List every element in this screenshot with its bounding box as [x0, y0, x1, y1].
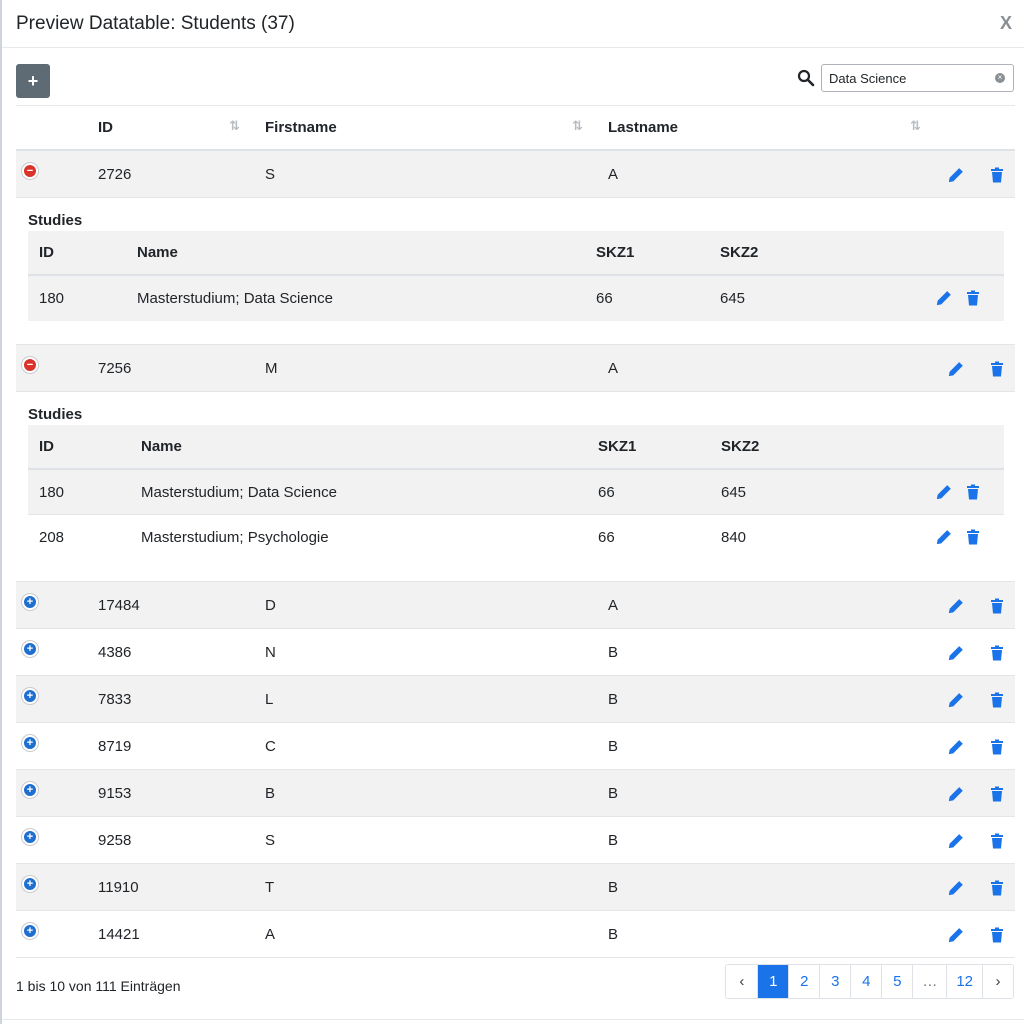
studies-header — [28, 425, 1004, 470]
cell-lastname: B — [608, 926, 619, 943]
studies-header — [28, 231, 1004, 276]
row-detail-studies — [16, 392, 1015, 582]
next-page-button[interactable]: › — [982, 965, 1013, 998]
sort-firstname-icon[interactable]: ⇅ — [572, 118, 581, 133]
study-skz2: 840 — [721, 529, 747, 546]
studies-title: Studies — [28, 212, 83, 229]
table-row[interactable] — [16, 911, 1015, 958]
studies-row[interactable] — [28, 276, 1004, 321]
delete-trash-icon[interactable] — [989, 692, 1005, 708]
cell-firstname: M — [265, 360, 278, 377]
students-table — [16, 105, 1015, 958]
studies-row[interactable] — [28, 470, 1004, 515]
edit-pencil-icon[interactable] — [948, 361, 964, 377]
search-box — [797, 64, 1014, 92]
table-header — [16, 106, 1015, 151]
delete-trash-icon[interactable] — [989, 645, 1005, 661]
edit-pencil-icon[interactable] — [948, 880, 964, 896]
studies-header-skz2: SKZ2 — [720, 244, 759, 261]
cell-lastname: B — [608, 738, 619, 755]
modal-header — [2, 0, 1024, 48]
delete-trash-icon[interactable] — [989, 361, 1005, 377]
cell-firstname: D — [265, 597, 276, 614]
cell-firstname: A — [265, 926, 276, 943]
edit-pencil-icon[interactable] — [948, 167, 964, 183]
expand-row-icon[interactable]: + — [22, 782, 38, 798]
edit-pencil-icon[interactable] — [948, 692, 964, 708]
study-skz1: 66 — [598, 529, 615, 546]
cell-lastname: B — [608, 832, 619, 849]
column-header-firstname[interactable]: Firstname — [265, 119, 337, 136]
expand-row-icon[interactable]: + — [22, 594, 38, 610]
edit-pencil-icon[interactable] — [936, 529, 952, 545]
studies-title: Studies — [28, 406, 83, 423]
cell-id: 9153 — [98, 785, 132, 802]
cell-id: 8719 — [98, 738, 132, 755]
studies-header-name: Name — [141, 438, 182, 455]
page-5-button[interactable]: 5 — [881, 965, 912, 998]
delete-trash-icon[interactable] — [989, 739, 1005, 755]
cell-firstname: N — [265, 644, 276, 661]
cell-firstname: S — [265, 832, 276, 849]
cell-firstname: T — [265, 879, 275, 896]
toolbar — [16, 64, 1014, 98]
study-id: 180 — [39, 484, 65, 501]
study-skz1: 66 — [598, 484, 615, 501]
cell-firstname: B — [265, 785, 276, 802]
edit-pencil-icon[interactable] — [948, 927, 964, 943]
delete-trash-icon[interactable] — [989, 880, 1005, 896]
table-row[interactable] — [16, 345, 1015, 392]
study-skz1: 66 — [596, 290, 613, 307]
modal-bottom-divider — [2, 1019, 1024, 1020]
edit-pencil-icon[interactable] — [948, 598, 964, 614]
delete-trash-icon[interactable] — [989, 833, 1005, 849]
modal-title: Preview Datatable: Students (37) — [16, 12, 295, 34]
table-footer — [16, 964, 1014, 999]
cell-firstname: S — [265, 166, 276, 183]
cell-id: 17484 — [98, 597, 140, 614]
edit-pencil-icon[interactable] — [936, 290, 952, 306]
add-button[interactable]: + — [16, 64, 50, 98]
expand-row-icon[interactable]: + — [22, 923, 38, 939]
collapse-row-icon[interactable]: − — [22, 357, 38, 373]
cell-id: 14421 — [98, 926, 140, 943]
studies-header-name: Name — [137, 244, 178, 261]
cell-id: 7833 — [98, 691, 132, 708]
study-name: Masterstudium; Data Science — [141, 484, 337, 501]
cell-lastname: A — [608, 360, 619, 377]
page-ellipsis: … — [912, 965, 946, 998]
cell-id: 4386 — [98, 644, 132, 661]
delete-trash-icon[interactable] — [965, 484, 981, 500]
cell-id: 7256 — [98, 360, 132, 377]
study-skz2: 645 — [721, 484, 747, 501]
cell-lastname: A — [608, 597, 619, 614]
column-header-id[interactable]: ID — [98, 119, 113, 136]
cell-firstname: L — [265, 691, 274, 708]
study-name: Masterstudium; Psychologie — [141, 529, 329, 546]
studies-header-id: ID — [39, 244, 54, 261]
delete-trash-icon[interactable] — [989, 598, 1005, 614]
cell-lastname: B — [608, 879, 619, 896]
cell-lastname: B — [608, 785, 619, 802]
edit-pencil-icon[interactable] — [936, 484, 952, 500]
studies-header-skz1: SKZ1 — [598, 438, 637, 455]
pagination-info: 1 bis 10 von 111 Einträgen — [16, 978, 181, 994]
delete-trash-icon[interactable] — [989, 927, 1005, 943]
table-row[interactable] — [16, 864, 1015, 911]
study-name: Masterstudium; Data Science — [137, 290, 333, 307]
studies-header-id: ID — [39, 438, 54, 455]
edit-pencil-icon[interactable] — [948, 645, 964, 661]
row-detail-studies — [16, 198, 1015, 345]
column-header-lastname[interactable]: Lastname — [608, 119, 679, 136]
prev-page-button[interactable]: ‹ — [726, 965, 757, 998]
clear-search-icon[interactable]: × — [995, 73, 1005, 83]
pagination — [725, 964, 1014, 999]
studies-row[interactable] — [28, 515, 1004, 560]
cell-lastname: B — [608, 644, 619, 661]
studies-table — [28, 425, 1004, 560]
cell-lastname: B — [608, 691, 619, 708]
studies-header-skz1: SKZ1 — [596, 244, 635, 261]
delete-trash-icon[interactable] — [965, 290, 981, 306]
search-icon — [797, 69, 815, 87]
search-input[interactable] — [821, 64, 1014, 92]
page-4-button[interactable]: 4 — [850, 965, 881, 998]
table-row[interactable] — [16, 582, 1015, 629]
page-2-button[interactable]: 2 — [788, 965, 819, 998]
sort-lastname-icon[interactable]: ⇅ — [910, 118, 919, 133]
expand-row-icon[interactable]: + — [22, 735, 38, 751]
expand-row-icon[interactable]: + — [22, 688, 38, 704]
page-3-button[interactable]: 3 — [819, 965, 850, 998]
table-row[interactable] — [16, 817, 1015, 864]
sort-id-icon[interactable]: ⇅ — [229, 118, 238, 133]
delete-trash-icon[interactable] — [989, 167, 1005, 183]
table-row[interactable] — [16, 676, 1015, 723]
table-row[interactable] — [16, 629, 1015, 676]
expand-row-icon[interactable]: + — [22, 876, 38, 892]
page-12-button[interactable]: 12 — [946, 965, 982, 998]
cell-id: 11910 — [98, 879, 139, 896]
table-row[interactable] — [16, 723, 1015, 770]
study-id: 208 — [39, 529, 65, 546]
edit-pencil-icon[interactable] — [948, 786, 964, 802]
edit-pencil-icon[interactable] — [948, 833, 964, 849]
table-row[interactable] — [16, 151, 1015, 198]
delete-trash-icon[interactable] — [989, 786, 1005, 802]
cell-firstname: C — [265, 738, 276, 755]
studies-header-skz2: SKZ2 — [721, 438, 760, 455]
page-1-button[interactable]: 1 — [757, 965, 788, 998]
cell-id: 9258 — [98, 832, 132, 849]
study-id: 180 — [39, 290, 65, 307]
cell-id: 2726 — [98, 166, 132, 183]
expand-row-icon[interactable]: + — [22, 829, 38, 845]
close-button[interactable]: X — [999, 13, 1012, 33]
study-skz2: 645 — [720, 290, 746, 307]
edit-pencil-icon[interactable] — [948, 739, 964, 755]
delete-trash-icon[interactable] — [965, 529, 981, 545]
collapse-row-icon[interactable]: − — [22, 163, 38, 179]
table-row[interactable] — [16, 770, 1015, 817]
expand-row-icon[interactable]: + — [22, 641, 38, 657]
cell-lastname: A — [608, 166, 619, 183]
studies-table — [28, 231, 1004, 321]
